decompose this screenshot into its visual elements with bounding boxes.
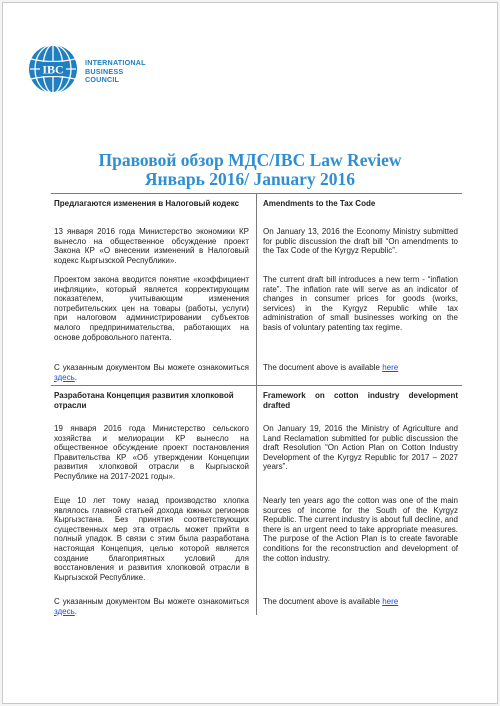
section-1-en-link[interactable]: here: [382, 363, 399, 372]
section-2-en-paragraph-2: Nearly ten years ago the cotton was one of the main sources of income for the South of the Kyrgyz Republic. The current industry is about full decline, and there is an urgent need to take appropriate measures. The purpose of the Action Plan is to create favorable conditions for the reconstruction and development of the cotton industry.: [263, 496, 458, 563]
logo-abbr: IBC: [42, 62, 64, 77]
section-1-en-paragraph-1: On January 13, 2016 the Economy Ministry submitted for public discussion the draft bill “On amendments to the Tax Code of the Kyrgyz Republic”.: [263, 227, 458, 256]
title-line-1: Правовой обзор МДС/IBC Law Review: [98, 150, 402, 170]
section-2-en-heading: Framework on cotton industry development drafted: [263, 391, 458, 410]
section-1-en-heading: Amendments to the Tax Code: [263, 199, 376, 208]
ibc-logo: [27, 43, 197, 123]
section-2-en-link[interactable]: here: [382, 597, 399, 606]
column-divider: [256, 385, 257, 615]
section-1-ru-paragraph-2: Проектом закона вводится понятие «коэффициент инфляции», который является корректирующим показателем, учитывающим изменения потребительских цен на товары (работы, услуги) при налоговом администрировании субъектов малого предпринимательства, работающих на основе добровольного патента.: [54, 275, 249, 342]
section-2-ru-heading: Разработана Концепция развития хлопковой отрасли: [54, 391, 234, 410]
column-divider: [256, 193, 257, 385]
title-line-2: Январь 2016/ January 2016: [144, 169, 356, 189]
logo-name: INTERNATIONAL BUSINESS COUNCIL: [85, 58, 146, 85]
section-1-ru-paragraph-1: 13 января 2016 года Министерство экономики КР вынесло на общественное обсуждение проект Закона КР «О внесении изменений в Налоговый кодекс Кыргызской Республики».: [54, 227, 249, 265]
section-2-en-link-line: The document above is available here: [263, 597, 399, 606]
section-1-en-paragraph-2: The current draft bill introduces a new term - “inflation rate”. The inflation rate will serve as an indicator of changes in consumer prices for goods (works, services) in the Kyrgyz Republic while tax administration of small businesses working on the basis of voluntary patenting tax regime.: [263, 275, 458, 332]
section-1-ru-link[interactable]: здесь: [54, 372, 75, 382]
section-1-en-link-line: The document above is available here: [263, 363, 399, 372]
section-2-ru-paragraph-1: 19 января 2016 года Министерство сельского хозяйства и мелиорации КР вынесло на общественное обсуждение проект постановления Правительства КР «Об утверждении Концепции развития хлопковой отрасли в Кыргызской Республике на 2017-2021 годы».: [54, 424, 249, 481]
section-2-ru-paragraph-2: Еще 10 лет тому назад производство хлопка являлось главной статьей дохода южных регионов Кыргызстана. Без принятия соответствующих существенных мер эта отрасль может прийти в полный упадок. В связи с этим была разработана настоящая Концепция, целью которой является создание благоприятных условий для восстановления и развития хлопковой отрасли в Кыргызской Республике.: [54, 496, 249, 582]
section-2-en-paragraph-1: On January 19, 2016 the Ministry of Agriculture and Land Reclamation submitted for public discussion the draft Resolution “On Action Plan on Cotton Industry Development of the Kyrgyz Republic for 2017 – 2027 years”.: [263, 424, 458, 472]
section-2-ru-link[interactable]: здесь: [54, 606, 75, 616]
section-2-ru-link-line: С указанным документом Вы можете ознакомиться здесь.: [54, 597, 249, 616]
section-1-ru-heading: Предлагаются изменения в Налоговый кодекс: [54, 199, 240, 208]
section-1-ru-link-line: С указанным документом Вы можете ознакомиться здесь.: [54, 363, 249, 382]
globe-icon: [27, 43, 79, 95]
document-page: [2, 2, 498, 704]
